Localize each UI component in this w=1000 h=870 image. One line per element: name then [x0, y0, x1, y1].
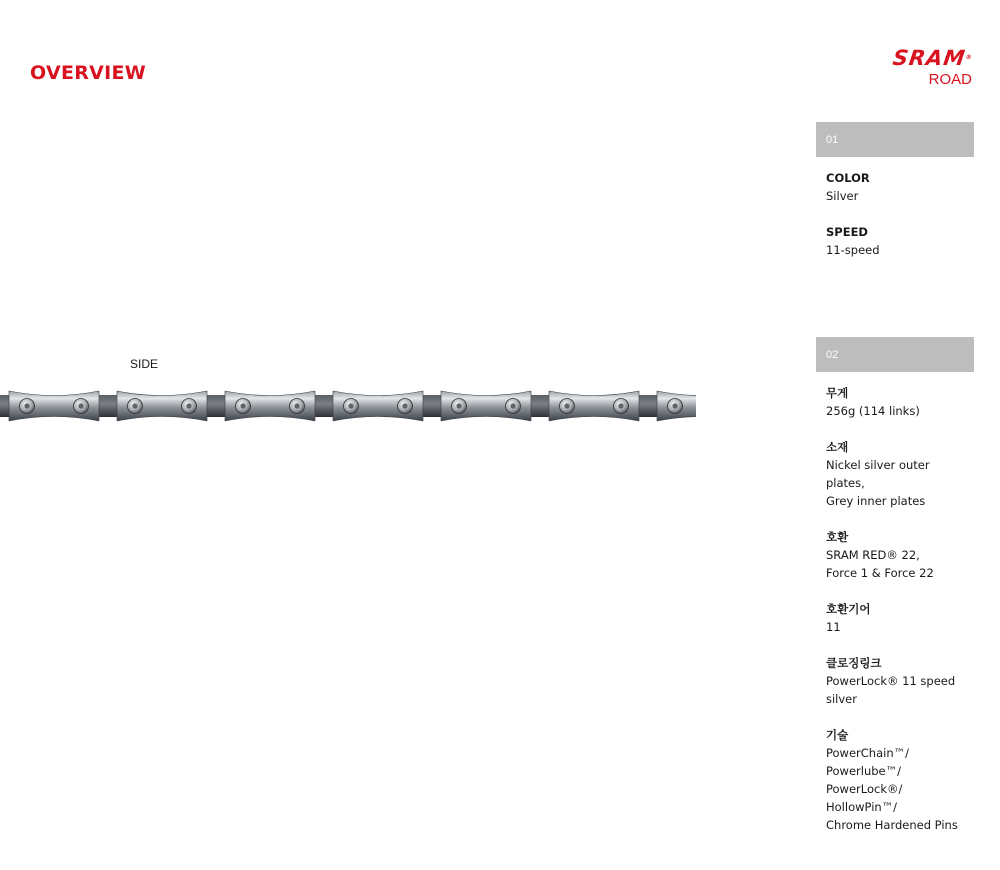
- spec-label: 무게: [826, 386, 849, 400]
- brand-subtitle: ROAD: [928, 71, 972, 88]
- page-title: OVERVIEW: [30, 62, 147, 84]
- spec-item: [826, 223, 964, 259]
- view-label: SIDE: [130, 357, 159, 371]
- spec-item: [826, 528, 964, 582]
- spec-item: [826, 726, 964, 834]
- spec-label: 호환기어: [826, 602, 871, 616]
- spec-value: SRAM RED® 22, Force 1 & Force 22: [826, 548, 934, 580]
- spec-item: [826, 600, 964, 636]
- spec-item: [826, 384, 964, 420]
- spec-label: COLOR: [826, 171, 870, 185]
- spec-item: [826, 654, 964, 708]
- spec-label: 클로징링크: [826, 656, 882, 670]
- spec-value: 11-speed: [826, 243, 880, 257]
- spec-item: [826, 169, 964, 205]
- spec-value: PowerLock® 11 speed silver: [826, 674, 956, 706]
- spec-value: Silver: [826, 189, 859, 203]
- spec-list-2: [816, 372, 974, 834]
- spec-value: Nickel silver outer plates, Grey inner plates: [826, 458, 930, 508]
- brand-logo: [842, 48, 972, 89]
- panel-number-2: 02: [816, 337, 974, 372]
- spec-value: PowerChain™/ Powerlube™/ PowerLock®/ HollowPin™/ Chrome Hardened Pins: [826, 746, 958, 832]
- sram-logo: SRAM®: [890, 46, 973, 70]
- spec-label: 호환: [826, 530, 849, 544]
- spec-value: 256g (114 links): [826, 404, 920, 418]
- spec-value: 11: [826, 620, 841, 634]
- chain-image: [0, 386, 696, 426]
- spec-list-1: [816, 157, 974, 259]
- spec-label: 기술: [826, 728, 849, 742]
- spec-panel-2: [816, 337, 974, 852]
- spec-label: SPEED: [826, 225, 868, 239]
- spec-panel-1: [816, 122, 974, 277]
- spec-label: 소재: [826, 440, 849, 454]
- panel-number-1: 01: [816, 122, 974, 157]
- spec-item: [826, 438, 964, 510]
